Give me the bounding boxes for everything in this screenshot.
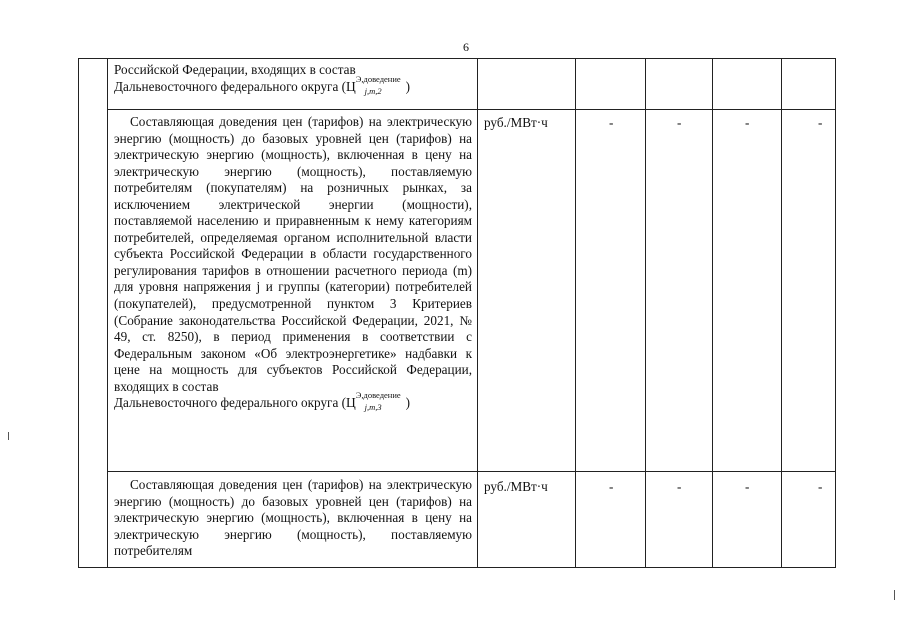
- col-line-6: [781, 58, 782, 568]
- row2-unit: руб./МВт·ч: [484, 479, 548, 494]
- col-line-2: [477, 58, 478, 568]
- row2-value-2: -: [677, 479, 682, 494]
- row1-price-symbol: $Ц^{Э,доведение}j,m,3$: [346, 390, 401, 413]
- row0-line-1: Российской Федерации, входящих в состав: [114, 62, 356, 77]
- row1-value-1: -: [609, 115, 614, 130]
- row0-description: [114, 62, 472, 96]
- row1-last-line: Дальневосточного федерального округа ($Ц^{Э,доведение}j,m,3$ ): [114, 390, 411, 413]
- table-top-border: [78, 58, 836, 59]
- col-line-5: [712, 58, 713, 568]
- table-bottom-border: [78, 567, 836, 568]
- col-line-7: [835, 58, 836, 568]
- col-line-4: [645, 58, 646, 568]
- row-divider-1: [107, 109, 836, 110]
- row-divider-2: [107, 471, 836, 472]
- row1-value-3: -: [745, 115, 750, 130]
- col-line-3: [575, 58, 576, 568]
- scan-mark-right: [894, 590, 895, 600]
- page-number: 6: [463, 40, 469, 54]
- row1-description: [114, 114, 472, 413]
- row0-price-symbol: $Ц^{Э,доведение}j,m,2$: [346, 73, 401, 96]
- row1-value-2: -: [677, 115, 682, 130]
- row2-value-4: -: [818, 479, 823, 494]
- row1-text: Составляющая доведения цен (тарифов) на электрическую энергию (мощность) до базовых уровней цен (тарифов) на электрическую энергию (мощность), включенная в цену на электрическую энергию (мощность), поставляемую потребителям (покупателям) на розничных рынках, за исключением электрической энергии (мощности), поставляемой населению и приравненным к нему категориям потребителей, определяемая органом исполнительной власти субъекта Российской Федерации в области государственного регулирования тарифов в отношении расчетного периода (m) для уровня напряжения j и группы (категории) потребителей (покупателей), предусмотренной пунктом 3 Критериев (Собрание законодательства Российской Федерации, 2021, № 49, ст. 8250), в период применения в соответствии с Федеральным законом «Об электроэнергетике» надбавки к цене на мощность для субъектов Российской Федерации, входящих в состав: [114, 114, 472, 394]
- row2-text: Составляющая доведения цен (тарифов) на электрическую энергию (мощность) до базовых уровней цен (тарифов) на электрическую энергию (мощность), включенная в цену на электрическую энергию (мощность), поставляемую потребителям: [114, 477, 472, 559]
- col-line-1: [107, 58, 108, 568]
- scan-mark-left: [8, 432, 9, 440]
- row2-description: [114, 477, 472, 560]
- row2-value-3: -: [745, 479, 750, 494]
- row1-value-4: -: [818, 115, 823, 130]
- col-line-0: [78, 58, 79, 568]
- row2-value-1: -: [609, 479, 614, 494]
- row1-unit: руб./МВт·ч: [484, 115, 548, 130]
- row0-line-2: Дальневосточного федерального округа ($Ц^{Э,доведение}j,m,2$ ): [114, 73, 411, 96]
